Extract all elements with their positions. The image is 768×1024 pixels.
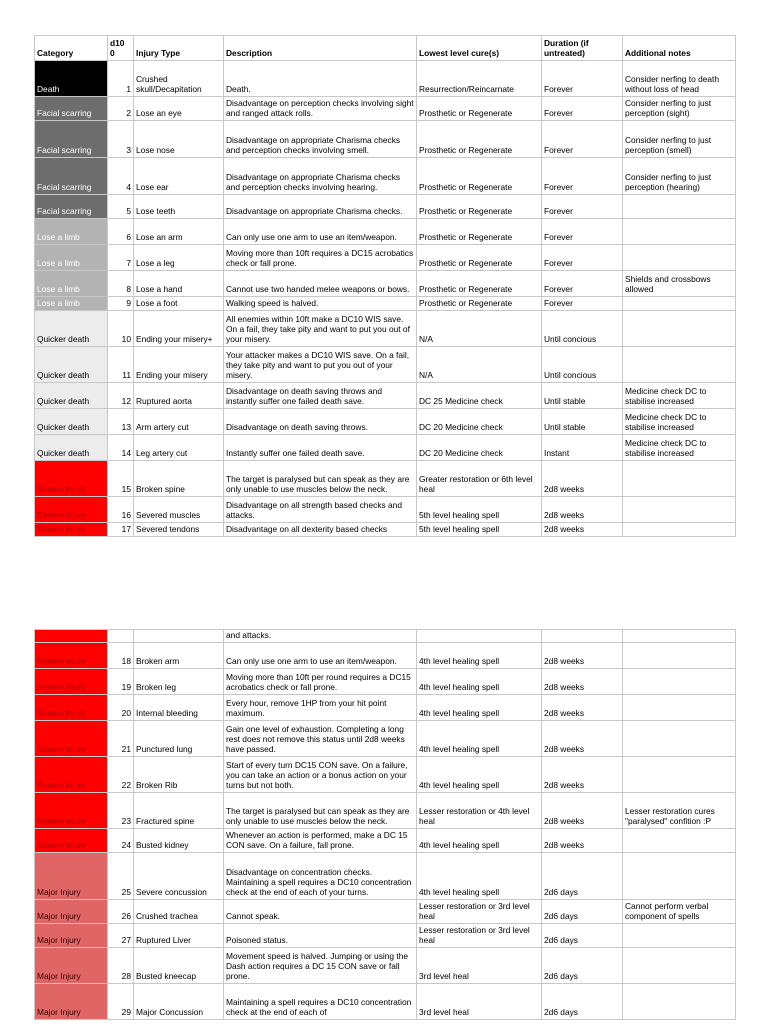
table-row bbox=[35, 523, 736, 537]
category-cell: Severe injury bbox=[35, 721, 108, 757]
duration-cell: Forever bbox=[542, 271, 623, 297]
category-cell: Severe injury bbox=[35, 669, 108, 695]
roll-cell: 2 bbox=[108, 97, 134, 121]
cure-cell: Lesser restoration or 4th level heal bbox=[417, 793, 542, 829]
description-cell: Disadvantage on perception checks involving sight and ranged attack rolls. bbox=[224, 97, 417, 121]
duration-cell: 2d6 days bbox=[542, 924, 623, 948]
table-row bbox=[35, 948, 736, 984]
cure-cell: 3rd level heal bbox=[417, 948, 542, 984]
duration-cell: 2d8 weeks bbox=[542, 461, 623, 497]
roll-cell: 25 bbox=[108, 853, 134, 900]
duration-cell: 2d8 weeks bbox=[542, 721, 623, 757]
cure-cell: 4th level healing spell bbox=[417, 669, 542, 695]
injury-type-cell: Punctured lung bbox=[134, 721, 224, 757]
roll-cell: 5 bbox=[108, 195, 134, 219]
cure-cell: 5th level healing spell bbox=[417, 523, 542, 537]
notes-cell bbox=[623, 924, 736, 948]
injury-type-cell: Ending your misery bbox=[134, 347, 224, 383]
header-row bbox=[35, 36, 736, 61]
roll-cell: 22 bbox=[108, 757, 134, 793]
description-cell: Maintaining a spell requires a DC10 concentration check at the end of each of bbox=[224, 984, 417, 1020]
category-cell: Severe injury bbox=[35, 497, 108, 523]
table-row bbox=[35, 984, 736, 1020]
roll-cell: 19 bbox=[108, 669, 134, 695]
notes-cell: Lesser restoration cures "paralysed" confition :P bbox=[623, 793, 736, 829]
header-description: Description bbox=[224, 36, 417, 61]
notes-cell bbox=[623, 643, 736, 669]
injury-type-cell: Broken Rib bbox=[134, 757, 224, 793]
notes-cell bbox=[623, 219, 736, 245]
category-cell: Major Injury bbox=[35, 984, 108, 1020]
duration-cell: Forever bbox=[542, 245, 623, 271]
cure-cell: 5th level healing spell bbox=[417, 497, 542, 523]
table-row bbox=[35, 97, 736, 121]
category-cell: Facial scarring bbox=[35, 158, 108, 195]
notes-cell bbox=[623, 245, 736, 271]
roll-cell: 16 bbox=[108, 497, 134, 523]
description-cell: Disadvantage on appropriate Charisma checks. bbox=[224, 195, 417, 219]
description-cell: Death. bbox=[224, 61, 417, 97]
injury-type-cell bbox=[134, 630, 224, 643]
injury-type-cell: Internal bleeding bbox=[134, 695, 224, 721]
table-row bbox=[35, 409, 736, 435]
roll-cell: 27 bbox=[108, 924, 134, 948]
notes-cell bbox=[623, 853, 736, 900]
injury-table-part-2 bbox=[34, 629, 736, 1020]
duration-cell: 2d6 days bbox=[542, 900, 623, 924]
category-cell: Major Injury bbox=[35, 900, 108, 924]
notes-cell bbox=[623, 721, 736, 757]
header-category: Category bbox=[35, 36, 108, 61]
category-cell: Facial scarring bbox=[35, 195, 108, 219]
duration-cell: 2d6 days bbox=[542, 984, 623, 1020]
header-cure: Lowest level cure(s) bbox=[417, 36, 542, 61]
roll-cell: 29 bbox=[108, 984, 134, 1020]
injury-type-cell: Lose an eye bbox=[134, 97, 224, 121]
injury-type-cell: Lose a foot bbox=[134, 297, 224, 311]
description-cell: Cannot use two handed melee weapons or bows. bbox=[224, 271, 417, 297]
roll-cell: 20 bbox=[108, 695, 134, 721]
notes-cell bbox=[623, 297, 736, 311]
table-row bbox=[35, 61, 736, 97]
description-cell: Movement speed is halved. Jumping or using the Dash action requires a DC 15 CON save or fall prone. bbox=[224, 948, 417, 984]
category-cell: Quicker death bbox=[35, 383, 108, 409]
duration-cell: Forever bbox=[542, 297, 623, 311]
cure-cell: DC 20 Medicine check bbox=[417, 409, 542, 435]
description-cell: Poisoned status. bbox=[224, 924, 417, 948]
roll-cell: 23 bbox=[108, 793, 134, 829]
table-row bbox=[35, 643, 736, 669]
injury-type-cell: Ending your misery+ bbox=[134, 311, 224, 347]
category-cell: Lose a limb bbox=[35, 297, 108, 311]
description-cell: The target is paralysed but can speak as they are only unable to use muscles below the neck. bbox=[224, 461, 417, 497]
table-row bbox=[35, 271, 736, 297]
cure-cell: Lesser restoration or 3rd level heal bbox=[417, 900, 542, 924]
duration-cell: 2d6 days bbox=[542, 853, 623, 900]
category-cell: Major Injury bbox=[35, 924, 108, 948]
category-cell: Severe injury bbox=[35, 793, 108, 829]
cure-cell bbox=[417, 630, 542, 643]
cure-cell: Prosthetic or Regenerate bbox=[417, 97, 542, 121]
roll-cell: 11 bbox=[108, 347, 134, 383]
table-row bbox=[35, 121, 736, 158]
description-cell: and attacks. bbox=[224, 630, 417, 643]
table-row bbox=[35, 900, 736, 924]
roll-cell: 17 bbox=[108, 523, 134, 537]
category-cell: Lose a limb bbox=[35, 245, 108, 271]
roll-cell: 26 bbox=[108, 900, 134, 924]
duration-cell: Until stable bbox=[542, 383, 623, 409]
duration-cell: 2d8 weeks bbox=[542, 643, 623, 669]
category-cell: Lose a limb bbox=[35, 219, 108, 245]
table-row bbox=[35, 793, 736, 829]
description-cell: Can only use one arm to use an item/weapon. bbox=[224, 219, 417, 245]
injury-type-cell: Crushed trachea bbox=[134, 900, 224, 924]
roll-cell: 4 bbox=[108, 158, 134, 195]
roll-cell: 1 bbox=[108, 61, 134, 97]
cure-cell: N/A bbox=[417, 347, 542, 383]
description-cell: Whenever an action is performed, make a DC 15 CON save. On a failure, fall prone. bbox=[224, 829, 417, 853]
category-cell: Severe injury bbox=[35, 757, 108, 793]
cure-cell: 4th level healing spell bbox=[417, 695, 542, 721]
notes-cell: Medicine check DC to stabilise increased bbox=[623, 383, 736, 409]
notes-cell: Medicine check DC to stabilise increased bbox=[623, 409, 736, 435]
description-cell: Your attacker makes a DC10 WIS save. On a fail, they take pity and want to put you out of your misery. bbox=[224, 347, 417, 383]
duration-cell: Until stable bbox=[542, 409, 623, 435]
notes-cell bbox=[623, 347, 736, 383]
cure-cell: 4th level healing spell bbox=[417, 643, 542, 669]
duration-cell: Forever bbox=[542, 158, 623, 195]
roll-cell: 24 bbox=[108, 829, 134, 853]
roll-cell: 7 bbox=[108, 245, 134, 271]
category-cell bbox=[35, 630, 108, 643]
table-row bbox=[35, 435, 736, 461]
table-row bbox=[35, 924, 736, 948]
notes-cell: Consider nerfing to just perception (hearing) bbox=[623, 158, 736, 195]
duration-cell: 2d8 weeks bbox=[542, 523, 623, 537]
injury-type-cell: Severe concussion bbox=[134, 853, 224, 900]
description-cell: Moving more than 10ft requires a DC15 acrobatics check or fall prone. bbox=[224, 245, 417, 271]
category-cell: Severe injury bbox=[35, 461, 108, 497]
duration-cell: Until concious bbox=[542, 311, 623, 347]
injury-type-cell: Major Concussion bbox=[134, 984, 224, 1020]
duration-cell: 2d6 days bbox=[542, 948, 623, 984]
description-cell: Walking speed is halved. bbox=[224, 297, 417, 311]
duration-cell: Until concious bbox=[542, 347, 623, 383]
roll-cell: 18 bbox=[108, 643, 134, 669]
description-cell: Can only use one arm to use an item/weapon. bbox=[224, 643, 417, 669]
table-row bbox=[35, 630, 736, 643]
notes-cell: Consider nerfing to just perception (sight) bbox=[623, 97, 736, 121]
notes-cell bbox=[623, 948, 736, 984]
notes-cell bbox=[623, 311, 736, 347]
duration-cell: Forever bbox=[542, 219, 623, 245]
header-notes: Additional notes bbox=[623, 36, 736, 61]
notes-cell bbox=[623, 497, 736, 523]
injury-type-cell: Lose teeth bbox=[134, 195, 224, 219]
table-row bbox=[35, 219, 736, 245]
notes-cell: Consider nerfing to death without loss of head bbox=[623, 61, 736, 97]
injury-type-cell: Broken leg bbox=[134, 669, 224, 695]
category-cell: Severe injury bbox=[35, 829, 108, 853]
roll-cell: 15 bbox=[108, 461, 134, 497]
cure-cell: Prosthetic or Regenerate bbox=[417, 297, 542, 311]
category-cell: Quicker death bbox=[35, 347, 108, 383]
duration-cell: 2d8 weeks bbox=[542, 793, 623, 829]
description-cell: Disadvantage on appropriate Charisma checks and perception checks involving smell. bbox=[224, 121, 417, 158]
notes-cell: Cannot perform verbal component of spells bbox=[623, 900, 736, 924]
category-cell: Major Injury bbox=[35, 948, 108, 984]
duration-cell: 2d8 weeks bbox=[542, 757, 623, 793]
description-cell: Disadvantage on all dexterity based checks bbox=[224, 523, 417, 537]
table-row bbox=[35, 757, 736, 793]
duration-cell: Forever bbox=[542, 195, 623, 219]
cure-cell: N/A bbox=[417, 311, 542, 347]
cure-cell: Prosthetic or Regenerate bbox=[417, 158, 542, 195]
table-row bbox=[35, 669, 736, 695]
notes-cell bbox=[623, 195, 736, 219]
roll-cell: 21 bbox=[108, 721, 134, 757]
table-row bbox=[35, 497, 736, 523]
cure-cell: Prosthetic or Regenerate bbox=[417, 219, 542, 245]
category-cell: Lose a limb bbox=[35, 271, 108, 297]
notes-cell bbox=[623, 757, 736, 793]
description-cell: Cannot speak. bbox=[224, 900, 417, 924]
header-d100: d10 0 bbox=[108, 36, 134, 61]
table-row bbox=[35, 695, 736, 721]
notes-cell bbox=[623, 695, 736, 721]
injury-type-cell: Busted kneecap bbox=[134, 948, 224, 984]
injury-type-cell: Arm artery cut bbox=[134, 409, 224, 435]
notes-cell bbox=[623, 461, 736, 497]
category-cell: Quicker death bbox=[35, 311, 108, 347]
category-cell: Quicker death bbox=[35, 435, 108, 461]
cure-cell: 4th level healing spell bbox=[417, 853, 542, 900]
table-row bbox=[35, 829, 736, 853]
injury-type-cell: Ruptured Liver bbox=[134, 924, 224, 948]
description-cell: Every hour, remove 1HP from your hit point maximum. bbox=[224, 695, 417, 721]
cure-cell: Resurrection/Reincarnate bbox=[417, 61, 542, 97]
table-row bbox=[35, 721, 736, 757]
duration-cell: 2d8 weeks bbox=[542, 829, 623, 853]
cure-cell: 4th level healing spell bbox=[417, 829, 542, 853]
category-cell: Facial scarring bbox=[35, 97, 108, 121]
cure-cell: Prosthetic or Regenerate bbox=[417, 121, 542, 158]
injury-type-cell: Leg artery cut bbox=[134, 435, 224, 461]
category-cell: Major Injury bbox=[35, 853, 108, 900]
header-duration: Duration (if untreated) bbox=[542, 36, 623, 61]
injury-type-cell: Lose a leg bbox=[134, 245, 224, 271]
notes-cell bbox=[623, 829, 736, 853]
description-cell: Disadvantage on death saving throws and instantly suffer one failed death save. bbox=[224, 383, 417, 409]
injury-type-cell: Busted kidney bbox=[134, 829, 224, 853]
roll-cell: 10 bbox=[108, 311, 134, 347]
table-row bbox=[35, 245, 736, 271]
category-cell: Severe injury bbox=[35, 695, 108, 721]
duration-cell: 2d8 weeks bbox=[542, 497, 623, 523]
injury-type-cell: Fractured spine bbox=[134, 793, 224, 829]
cure-cell: DC 20 Medicine check bbox=[417, 435, 542, 461]
table-row bbox=[35, 195, 736, 219]
table-row bbox=[35, 853, 736, 900]
notes-cell bbox=[623, 984, 736, 1020]
description-cell: Disadvantage on all strength based checks and attacks. bbox=[224, 497, 417, 523]
description-cell: Gain one level of exhaustion. Completing a long rest does not remove this status until 2d8 weeks have passed. bbox=[224, 721, 417, 757]
notes-cell bbox=[623, 523, 736, 537]
injury-type-cell: Lose a hand bbox=[134, 271, 224, 297]
description-cell: Disadvantage on concentration checks. Maintaining a spell requires a DC10 concentration check at the end of each of your turns. bbox=[224, 853, 417, 900]
category-cell: Severe injury bbox=[35, 643, 108, 669]
notes-cell: Medicine check DC to stabilise increased bbox=[623, 435, 736, 461]
injury-type-cell: Broken spine bbox=[134, 461, 224, 497]
cure-cell: DC 25 Medicine check bbox=[417, 383, 542, 409]
roll-cell: 6 bbox=[108, 219, 134, 245]
roll-cell: 28 bbox=[108, 948, 134, 984]
description-cell: Start of every turn DC15 CON save. On a failure, you can take an action or a bonus action on your turns but not both. bbox=[224, 757, 417, 793]
notes-cell bbox=[623, 669, 736, 695]
description-cell: The target is paralysed but can speak as they are only unable to use muscles below the neck. bbox=[224, 793, 417, 829]
header-injury-type: Injury Type bbox=[134, 36, 224, 61]
duration-cell: Forever bbox=[542, 61, 623, 97]
injury-type-cell: Lose nose bbox=[134, 121, 224, 158]
cure-cell: Lesser restoration or 3rd level heal bbox=[417, 924, 542, 948]
cure-cell: Prosthetic or Regenerate bbox=[417, 271, 542, 297]
roll-cell bbox=[108, 630, 134, 643]
injury-type-cell: Ruptured aorta bbox=[134, 383, 224, 409]
injury-type-cell: Crushed skull/Decapitation bbox=[134, 61, 224, 97]
roll-cell: 3 bbox=[108, 121, 134, 158]
injury-table-part-1 bbox=[34, 35, 736, 537]
table-row bbox=[35, 158, 736, 195]
cure-cell: 4th level healing spell bbox=[417, 757, 542, 793]
table-row bbox=[35, 297, 736, 311]
injury-type-cell: Severed muscles bbox=[134, 497, 224, 523]
injury-type-cell: Lose an arm bbox=[134, 219, 224, 245]
category-cell: Facial scarring bbox=[35, 121, 108, 158]
duration-cell: 2d8 weeks bbox=[542, 695, 623, 721]
category-cell: Severe injury bbox=[35, 523, 108, 537]
description-cell: Moving more than 10ft per round requires a DC15 acrobatics check or fall prone. bbox=[224, 669, 417, 695]
category-cell: Death bbox=[35, 61, 108, 97]
duration-cell: 2d8 weeks bbox=[542, 669, 623, 695]
category-cell: Quicker death bbox=[35, 409, 108, 435]
duration-cell: Forever bbox=[542, 121, 623, 158]
cure-cell: Prosthetic or Regenerate bbox=[417, 195, 542, 219]
duration-cell bbox=[542, 630, 623, 643]
description-cell: Disadvantage on death saving throws. bbox=[224, 409, 417, 435]
roll-cell: 14 bbox=[108, 435, 134, 461]
duration-cell: Instant bbox=[542, 435, 623, 461]
roll-cell: 9 bbox=[108, 297, 134, 311]
table-row bbox=[35, 383, 736, 409]
cure-cell: Prosthetic or Regenerate bbox=[417, 245, 542, 271]
cure-cell: 3rd level heal bbox=[417, 984, 542, 1020]
notes-cell: Shields and crossbows allowed bbox=[623, 271, 736, 297]
duration-cell: Forever bbox=[542, 97, 623, 121]
table-row bbox=[35, 311, 736, 347]
description-cell: All enemies within 10ft make a DC10 WIS save. On a fail, they take pity and want to put you out of your misery. bbox=[224, 311, 417, 347]
injury-type-cell: Severed tendons bbox=[134, 523, 224, 537]
description-cell: Disadvantage on appropriate Charisma checks and perception checks involving hearing. bbox=[224, 158, 417, 195]
notes-cell bbox=[623, 630, 736, 643]
description-cell: Instantly suffer one failed death save. bbox=[224, 435, 417, 461]
roll-cell: 12 bbox=[108, 383, 134, 409]
notes-cell: Consider nerfing to just perception (smell) bbox=[623, 121, 736, 158]
table-row bbox=[35, 461, 736, 497]
injury-type-cell: Lose ear bbox=[134, 158, 224, 195]
cure-cell: 4th level healing spell bbox=[417, 721, 542, 757]
table-row bbox=[35, 347, 736, 383]
cure-cell: Greater restoration or 6th level heal bbox=[417, 461, 542, 497]
roll-cell: 8 bbox=[108, 271, 134, 297]
roll-cell: 13 bbox=[108, 409, 134, 435]
injury-type-cell: Broken arm bbox=[134, 643, 224, 669]
